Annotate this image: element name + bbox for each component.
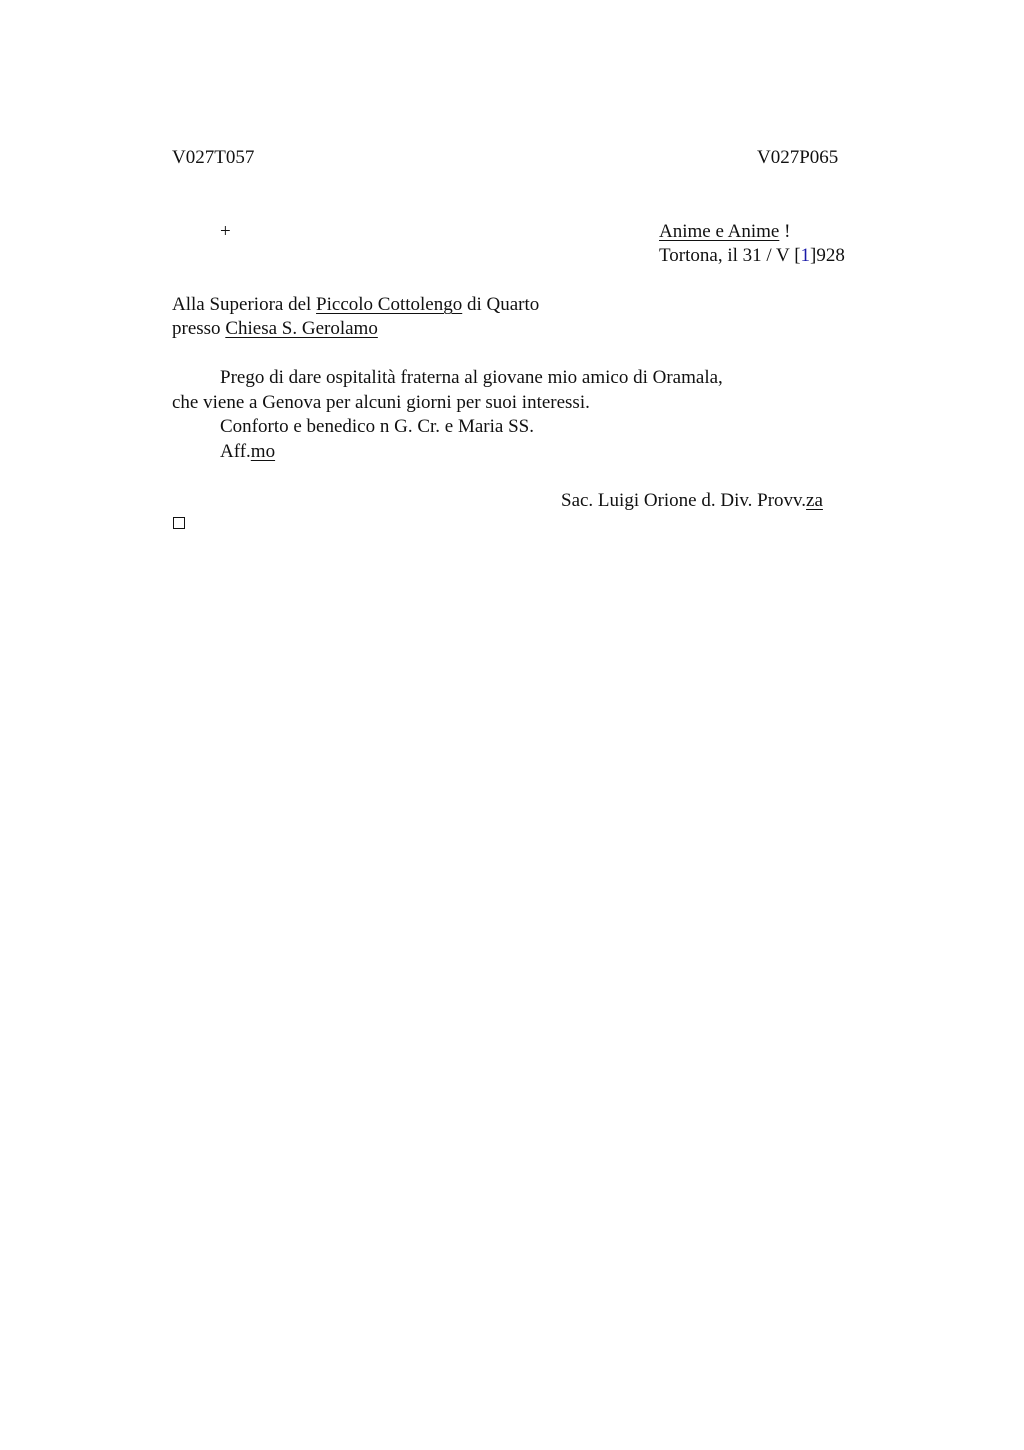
closing-line (220, 440, 275, 464)
address-suffix: di Quarto (462, 294, 540, 315)
body-paragraph-2: Conforto e benedico n G. Cr. e Maria SS. (220, 416, 534, 437)
date-suffix: ]928 (810, 245, 845, 266)
date-prefix: Tortona, il 31 / V [ (659, 245, 801, 266)
address-line-2 (172, 317, 378, 341)
address-prefix: Alla Superiora del (172, 294, 317, 315)
signature-abbrev: za (806, 490, 823, 511)
body-paragraph-1-line-2: che viene a Genova per alcuni giorni per suoi interessi. (172, 392, 590, 413)
address-presso: presso (172, 318, 226, 339)
body-paragraph-1-line-1: Prego di dare ospitalità fraterna al giovane mio amico di Oramala, (220, 367, 723, 388)
address-line-1 (172, 293, 539, 317)
signature-line (561, 489, 823, 513)
signature-text: Sac. Luigi Orione d. Div. Provv. (561, 490, 807, 511)
archive-code-left: V027T057 (172, 147, 255, 168)
address-institution: Piccolo Cottolengo (316, 294, 463, 315)
motto-line (659, 220, 790, 244)
square-outline-icon (173, 517, 185, 529)
closing-prefix: Aff. (220, 441, 251, 462)
motto-text: Anime e Anime (659, 221, 780, 242)
address-church: Chiesa S. Gerolamo (225, 318, 378, 339)
motto-exclamation: ! (779, 221, 791, 242)
date-bracket-digit: 1 (800, 245, 811, 266)
cross-symbol: + (220, 221, 231, 242)
closing-superscript: mo (250, 441, 276, 462)
date-line (659, 244, 845, 268)
archive-code-right: V027P065 (757, 147, 839, 168)
